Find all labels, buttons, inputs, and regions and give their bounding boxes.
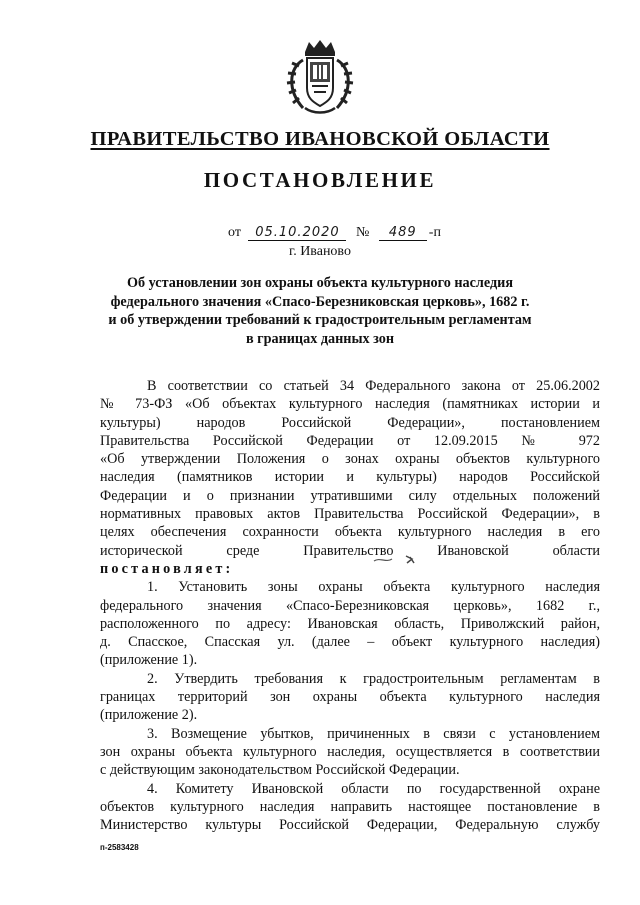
footer-code: п-2583428 <box>100 843 139 852</box>
body-line: Федерации и о признании утратившими силу отдельных положений <box>100 487 600 504</box>
document-type: ПОСТАНОВЛЕНИЕ <box>203 168 437 192</box>
document-body <box>100 377 600 834</box>
document-date: 05.10.2020 <box>248 225 346 241</box>
government-title <box>0 128 640 151</box>
body-line: Министерство культуры Российской Федерации, Федеральную службу <box>100 817 600 834</box>
date-number-line <box>228 225 441 241</box>
subject-line: федерального значения «Спасо-Березниковская церковь», 1682 г. <box>110 293 530 310</box>
body-line: д. Спасское, Спасская ул. (далее – объект культурного наследия) <box>100 634 600 651</box>
number-label: № <box>355 225 370 240</box>
body-line: зон охраны объекта культурного наследия, осуществляется в соответствии <box>100 743 600 760</box>
subject-line: в границах данных зон <box>245 330 395 347</box>
body-line: расположенного по адресу: Ивановская область, Приволжский район, <box>100 615 600 632</box>
body-line: 3. Возмещение убытков, причиненных в связи с установлением <box>147 725 600 742</box>
body-line: В соответствии со статьей 34 Федерального закона от 25.06.2002 <box>147 378 600 394</box>
from-label: от <box>228 225 241 240</box>
city: г. Иваново <box>289 244 351 259</box>
body-line: 1. Установить зоны охраны объекта культурного наследия <box>147 579 600 596</box>
number-suffix: -п <box>428 225 441 240</box>
subject-line: Об установлении зон охраны объекта культурного наследия <box>126 275 514 291</box>
scan-mark-icon <box>372 553 422 567</box>
body-line: 2. Утвердить требования к градостроительным регламентам в <box>147 670 600 687</box>
ivanovo-coat-of-arms-icon <box>283 38 357 116</box>
body-line: федерального значения «Спасо-Березниковская церковь», 1682 г., <box>100 597 600 614</box>
government-title-text: ПРАВИТЕЛЬСТВО ИВАНОВСКОЙ ОБЛАСТИ <box>90 128 550 150</box>
body-line: исторической среде Правительство Ивановской области <box>100 542 600 559</box>
body-line: «Об утверждении Положения о зонах охраны объектов культурного <box>100 451 600 468</box>
body-line: (приложение 2). <box>100 707 198 724</box>
body-line: 4. Комитету Ивановской области по государственной охране <box>147 780 600 797</box>
body-line: наследия (памятников истории и культуры) народов Российской <box>100 469 600 486</box>
body-line: (приложение 1). <box>100 652 198 669</box>
document-number: 489 <box>379 225 427 241</box>
subject-line: и об утверждении требований к градостроительным регламентам <box>108 312 532 328</box>
decree-word: постановляет: <box>100 560 234 577</box>
body-line: № 73-ФЗ «Об объектах культурного наследия (памятниках истории и <box>100 396 600 413</box>
body-line: объектов культурного наследия направить настоящее постановление в <box>100 798 600 815</box>
document-subject <box>60 274 580 348</box>
body-line: целях обеспечения сохранности объекта культурного наследия в его <box>100 524 600 541</box>
body-line: нормативных правовых актов Правительства Российской Федерации», в <box>100 506 600 523</box>
body-line: культуры) народов Российской Федерации», постановлением <box>100 414 600 431</box>
body-line: с действующим законодательством Российской Федерации. <box>100 762 460 779</box>
body-line: границах территорий зон охраны объекта культурного наследия <box>100 689 600 706</box>
body-line: Правительства Российской Федерации от 12.09.2015 № 972 <box>100 432 600 449</box>
